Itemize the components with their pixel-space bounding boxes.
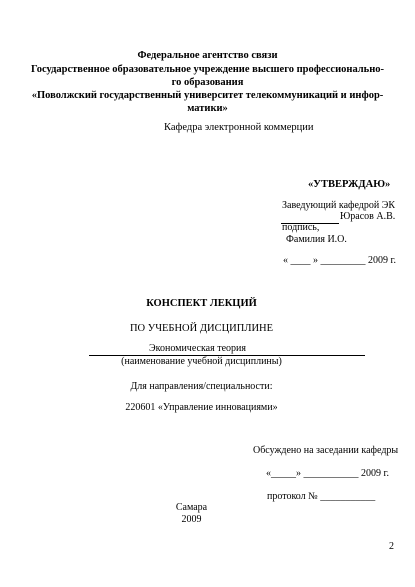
direction-label: Для направления/специальности: [130,381,273,392]
discipline-caption: (наименование учебной дисциплины) [121,356,282,367]
university-line-2: матики» [187,103,228,114]
document-title: КОНСПЕКТ ЛЕКЦИЙ [146,298,257,309]
agency-title: Федеральное агентство связи [137,50,278,61]
approval-title: «УТВЕРЖДАЮ» [308,179,391,190]
protocol-number: протокол № ___________ [267,491,376,502]
department-name: Кафедра электронной коммерции [164,122,314,133]
institution-line-2: го образования [171,77,244,88]
page-number: 2 [389,541,394,552]
document-subtitle: ПО УЧЕБНОЙ ДИСЦИПЛИНЕ [129,323,274,334]
university-line-1: «Поволжский государственный университет телекоммуникаций и инфор- [31,90,384,101]
head-of-department-label: Заведующий кафедрой ЭК [282,200,396,211]
institution-line-1: Государственное образовательное учреждение высшего профессионально- [30,64,385,75]
direction-value: 220601 «Управление инновациями» [125,402,278,413]
signature-label: подпись, [282,222,320,233]
approval-date: « ____ » _________ 2009 г. [283,255,396,266]
discussion-date: «_____» ___________ 2009 г. [266,468,389,479]
head-name: Юрасов А.В. [340,211,396,222]
city: Самара [175,502,208,513]
discussion-label: Обсуждено на заседании кафедры [253,445,399,456]
name-label: Фамилия И.О. [286,234,347,245]
discipline-name: Экономическая теория [149,343,246,354]
year: 2009 [181,514,202,525]
